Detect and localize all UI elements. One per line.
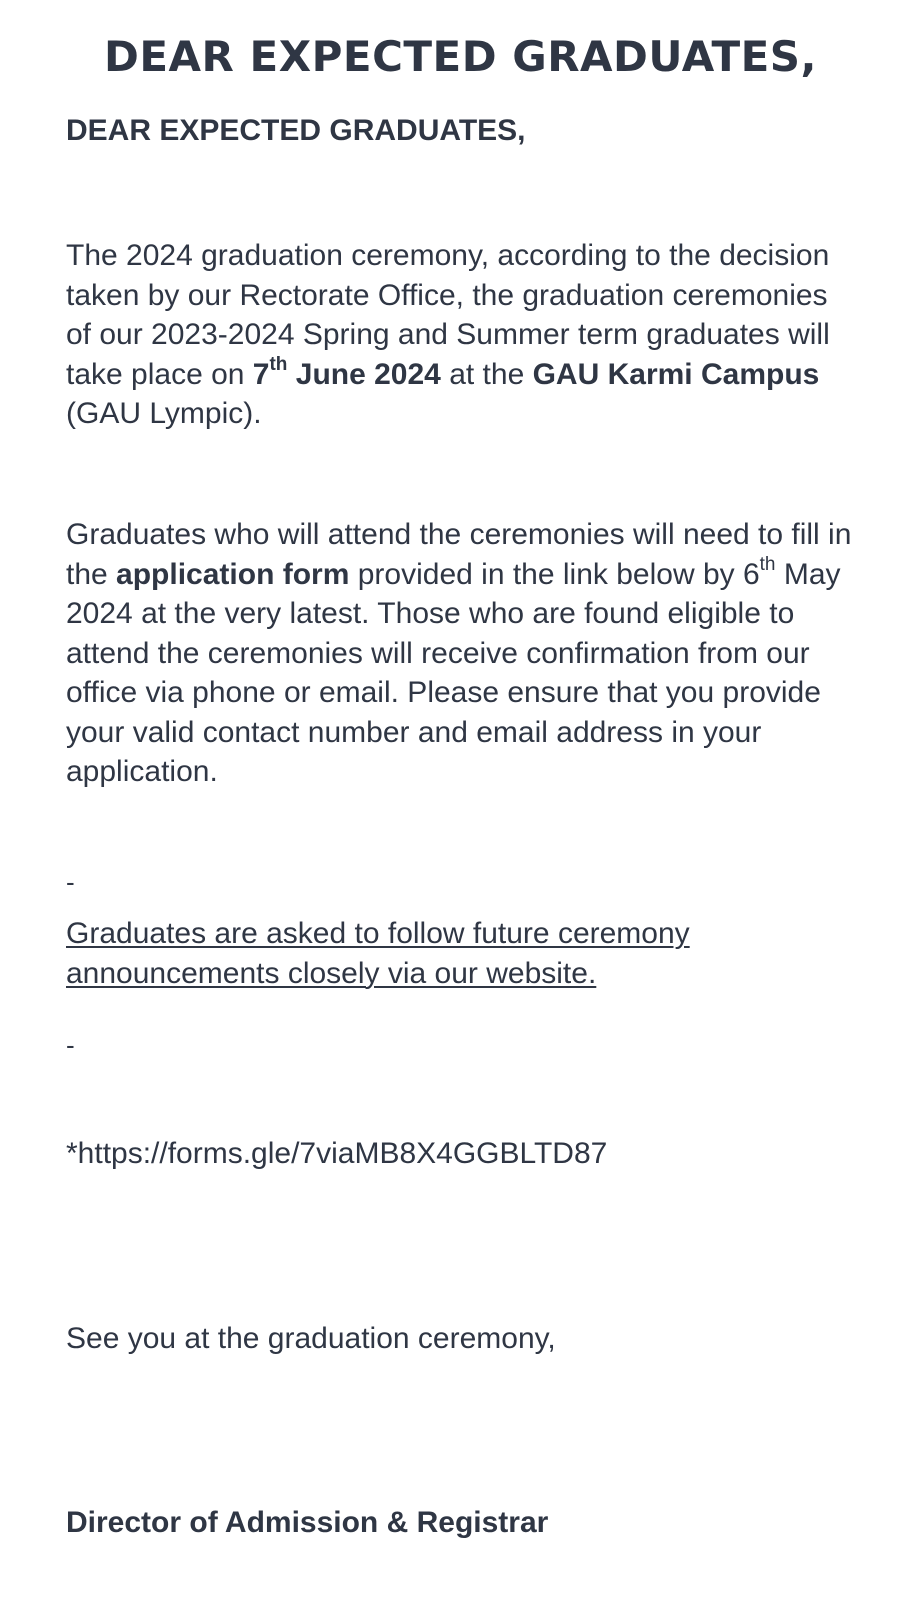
paragraph-text: May 2024 at the very latest. Those who are found eligible to attend the ceremonies will receive confirmation from our office via phone or email. Please ensure that you provide your valid contact number and email address in your application. [66, 557, 841, 788]
paragraph-text: Graduates who will attend the ceremonies will need to fill in the [66, 518, 852, 591]
ceremony-date-suffix: th [269, 353, 288, 375]
separator: - [66, 867, 75, 897]
application-form-text: application form [116, 557, 350, 591]
closing-line: See you at the graduation ceremony, [66, 1322, 556, 1355]
ceremony-date-month-year: June 2024 [287, 357, 441, 391]
deadline-suffix: th [759, 553, 776, 575]
application-form-url[interactable]: *https://forms.gle/7viaMB8X4GGBLTD87 [66, 1137, 608, 1170]
signature: Director of Admission & Registrar [66, 1506, 549, 1539]
ceremony-date [252, 353, 441, 391]
paragraph-text: (GAU Lympic). [66, 397, 262, 430]
ceremony-date-paragraph [66, 236, 856, 434]
campus-name: GAU Karmi Campus [532, 357, 820, 391]
paragraph-text: at the [440, 357, 533, 391]
website-announcements-link[interactable]: Graduates are asked to follow future ceremony announcements closely via our website. [66, 917, 690, 990]
ceremony-date-day: 7 [252, 357, 270, 391]
separator: - [66, 1030, 75, 1060]
page-title: DEAR EXPECTED GRADUATES, [104, 32, 817, 81]
greeting-heading: DEAR EXPECTED GRADUATES, [66, 114, 526, 147]
application-paragraph [66, 515, 856, 792]
paragraph-text: provided in the link below by 6 [349, 557, 760, 591]
paragraph-text: The 2024 graduation ceremony, according to the decision taken by our Rectorate Office, the graduation ceremonies of our 2023-2024 Spring and Summer term graduates will take place on [66, 239, 830, 391]
